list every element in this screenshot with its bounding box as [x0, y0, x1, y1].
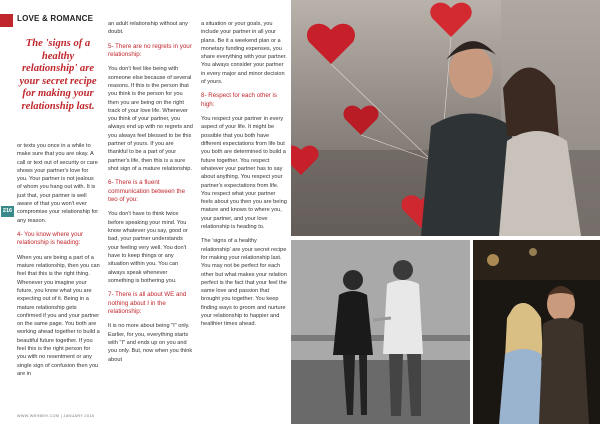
- paragraph: When you are being a part of a mature relationship, then you can feel that this is the right thing. Whenever you imagine your future, you know what you are expecting out of it. Being in a mature relationship gets confirmed if you and your partner on the same page. You both are working ahead together to build a beautiful future together. If you feel this is the right person for you with no resentment or any single sign of confusion then you are in: [17, 254, 100, 377]
- page-number: 216: [1, 206, 14, 217]
- couple-smiling-photo: [473, 240, 600, 424]
- paragraph: a situation or your goals, you include your partner in all your plans. Be it a weekend plan or a monetary funding expenses, you share everything with your partner. You always consider your partner in every major and minor decision of yours.: [201, 21, 287, 86]
- photo-illustration: [291, 240, 470, 424]
- text-column-1: [17, 142, 100, 384]
- subheading-8: 8- Respect for each other is high:: [201, 92, 278, 108]
- photo-illustration: [473, 240, 600, 424]
- section-label: LOVE & ROMANCE: [17, 14, 94, 23]
- paragraph: The 'signs of a healthy relationship' are your secret recipe for making your relationship last. You may not be perfect for each other but what makes your relation perfect is the fact that your feel the same love and passion that brought you together. You keep finding ways to groom and nurture your relationship to happier and healthier times ahead.: [201, 238, 287, 328]
- footer-credit: WWW.WEHBEH.COM | JANUARY 2018: [17, 414, 95, 418]
- pull-quote: The 'signs of a healthy relationship' are your secret recipe for making your relationship last.: [19, 38, 97, 112]
- subheading-4: 4- You know where your relationship is heading:: [17, 230, 84, 247]
- text-column-3: [201, 20, 287, 335]
- section-marker: [0, 14, 13, 27]
- paragraph: an adult relationship without any doubt.: [108, 21, 188, 36]
- paragraph: You don't have to think twice before speaking your mind. You know whatever you say, good or bad, your partner understands your feeling very well. You don't have to keep things or any situation within you. You can always speak whenever something is bothering you.: [108, 211, 188, 284]
- text-column-2: [108, 20, 193, 370]
- paragraph: It is no more about being "I" only. Earlier, for you, everything starts with "I" and ends up on you and you only. But, now when you think about: [108, 323, 193, 363]
- paragraph: You don't feel like being with someone else because of several reasons. If this is the person that you think is the person for you then you are being on the right track of your love life. Whenever you think of your partner, you always end up with no regrets and you always feel blessed to be this partner of yours. If you are thankful to be a part of your partner's life, then this is a sure shot sign of a mature relationship.: [108, 66, 193, 172]
- subheading-6: 6- There is a fluent communication between the two of you:: [108, 179, 186, 204]
- photo-illustration: [291, 0, 600, 236]
- couple-balloons-photo: [291, 0, 600, 236]
- subheading-7: 7- There is all about WE and nothing about I in the relationship:: [108, 291, 187, 315]
- subheading-5: 5- There are no regrets in your relationship:: [108, 42, 192, 58]
- couple-walking-photo: [291, 240, 470, 424]
- paragraph: You respect your partner in every aspect of your life. It might be possible that you both have different expectations from life but you both are determined to build a future together. You respect whatever your partner has to say about anything. You respect your partner's expectations from life. You respect what your partner feels about you then you are being mature and knows to where you, your partner, and your love relationship is heading to.: [201, 116, 287, 231]
- paragraph: or texts you once in a while to make sure that you are okay. A call or text out of security or care shows your partner's love for you. Your partner is not jealous of whom you hang out with. It is just that, your partner is well aware of that you won't ever compromise your relationship for any reason.: [17, 143, 99, 224]
